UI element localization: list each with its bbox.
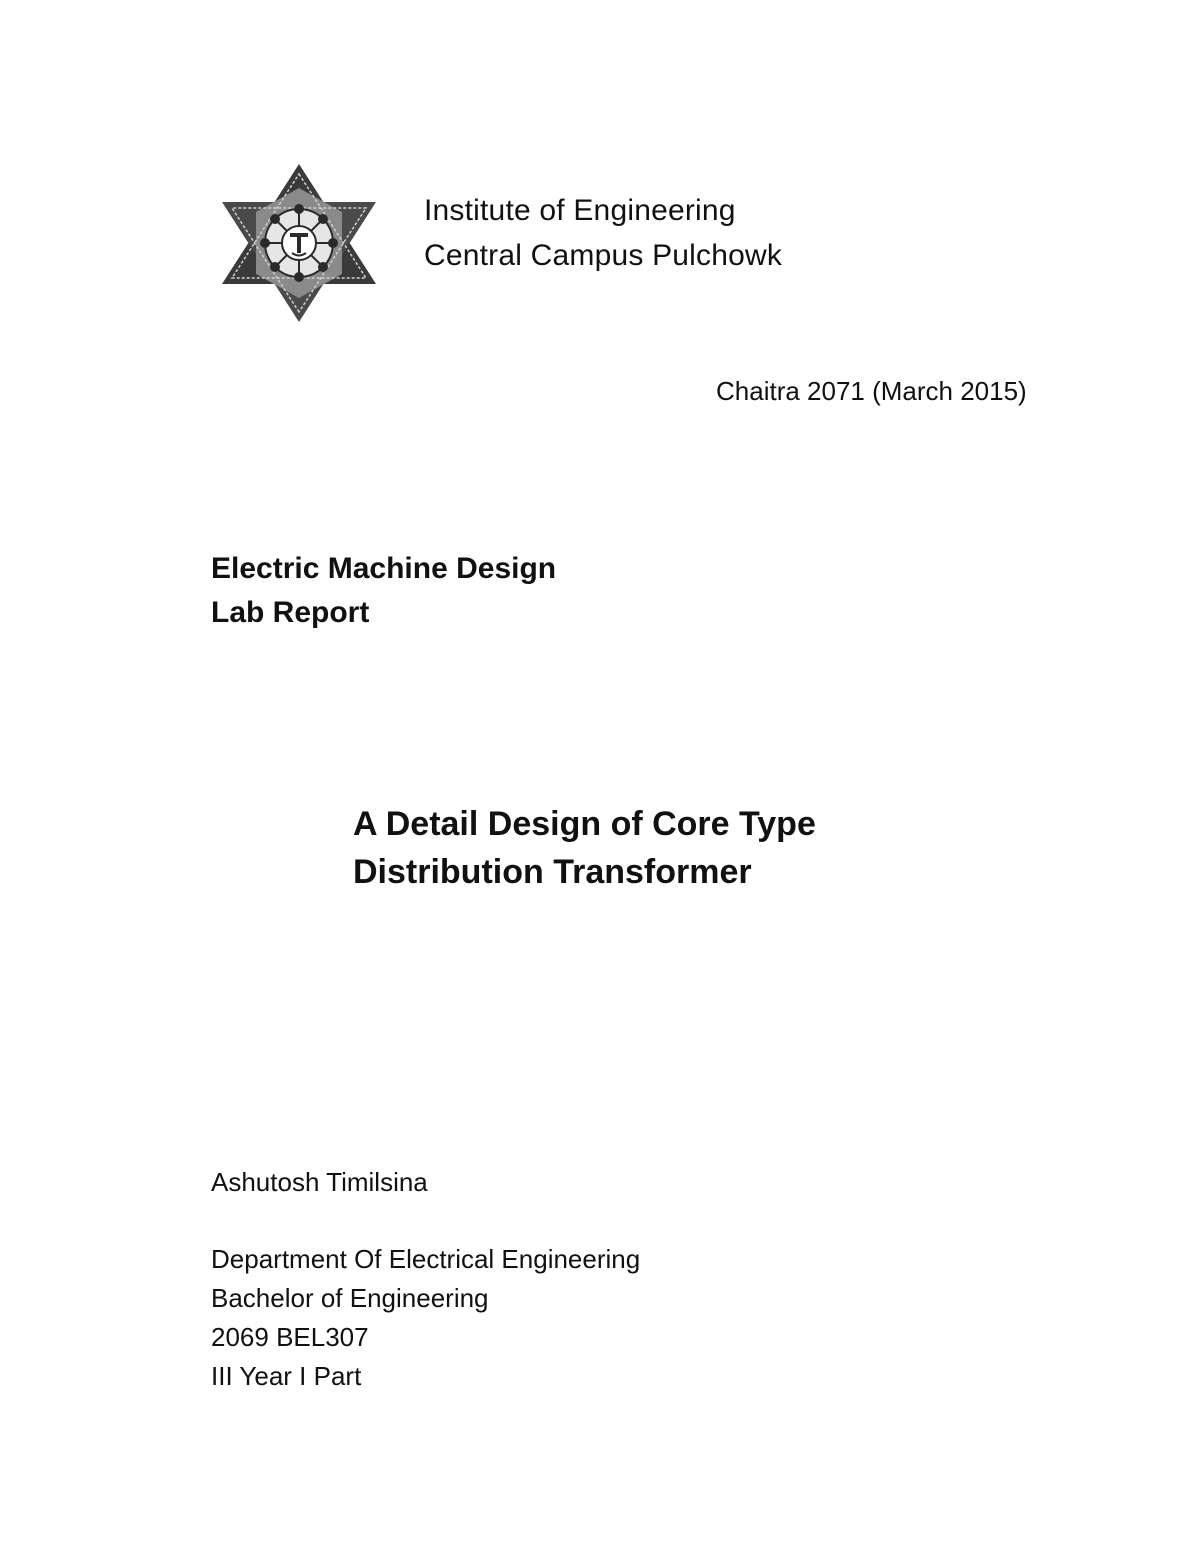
tribhuvan-university-star-emblem-icon [218, 160, 380, 326]
degree: Bachelor of Engineering [211, 1283, 489, 1313]
author-name: Ashutosh Timilsina [211, 1167, 428, 1197]
year-part: III Year I Part [211, 1361, 362, 1391]
report-title-line-2: Distribution Transformer [353, 853, 752, 891]
course-block [211, 547, 556, 635]
student-details [211, 1240, 640, 1396]
roll-number: 2069 BEL307 [211, 1322, 369, 1352]
report-title [353, 800, 816, 896]
report-date: Chaitra 2071 (March 2015) [716, 376, 1027, 406]
campus-name: Central Campus Pulchowk [424, 239, 783, 272]
course-type: Lab Report [211, 596, 370, 629]
report-title-line-1: A Detail Design of Core Type [353, 805, 816, 843]
course-subject: Electric Machine Design [211, 552, 557, 585]
department: Department Of Electrical Engineering [211, 1244, 641, 1274]
institute-block [424, 188, 782, 278]
institute-name: Institute of Engineering [424, 194, 736, 227]
